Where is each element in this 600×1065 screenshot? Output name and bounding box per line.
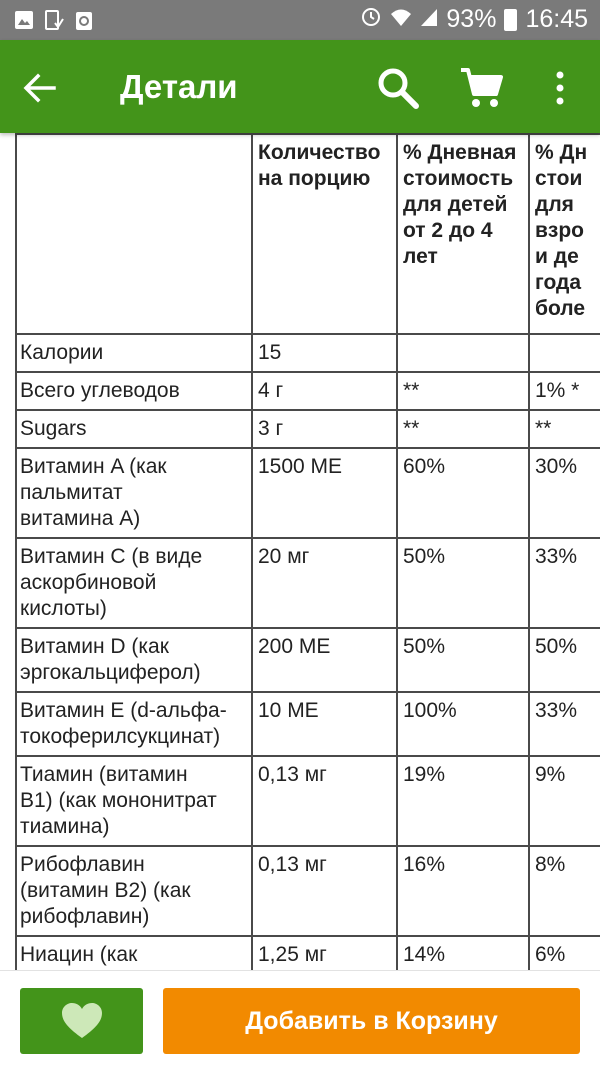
table-row [16,846,600,936]
amount-cell: 20 мг [252,538,397,628]
app-bar [0,40,600,133]
nutrient-name-cell [16,692,252,756]
table-row [16,628,600,692]
table-row [16,372,600,410]
add-to-cart-button[interactable]: Добавить в Корзину [163,988,580,1054]
nutrient-name-line: кислоты) [20,597,107,620]
header-adults-daily-value-cell: % Дн стои для взро и де года боле [529,134,600,334]
nutrient-name-line: тиамина) [20,815,110,838]
nutrient-name-line: Ниацин (как [20,943,138,966]
nutrition-table-container[interactable] [0,133,600,970]
battery-percent: 93% [446,5,497,33]
adults-daily-value-cell: 1% * [529,372,600,410]
adults-daily-value-cell: 30% [529,448,600,538]
header-name-cell [16,134,252,334]
wifi-icon [390,5,412,34]
nutrient-name-line: Sugars [20,417,87,440]
nutrient-name-line: пальмитат [20,481,123,504]
kids-daily-value-cell: 50% [397,628,529,692]
nutrient-name-cell [16,372,252,410]
adults-daily-value-cell: 33% [529,538,600,628]
status-bar [0,0,600,40]
header-amount-cell: Количество на порцию [252,134,397,334]
amount-cell: 3 г [252,410,397,448]
nutrient-name-cell [16,538,252,628]
recycle-notification-icon [74,9,94,31]
nutrient-name-line: рибофлавин) [20,905,150,928]
kids-daily-value-cell: 100% [397,692,529,756]
table-header-row [16,134,600,334]
amount-cell: 10 МЕ [252,692,397,756]
signal-icon [420,5,438,34]
nutrient-name-cell [16,846,252,936]
table-row [16,756,600,846]
kids-daily-value-cell: 60% [397,448,529,538]
kids-daily-value-cell [397,334,529,372]
page-title: Детали [120,68,238,105]
adults-daily-value-cell: 6% [529,936,600,970]
adults-daily-value-cell: 8% [529,846,600,936]
battery-icon [504,9,517,31]
table-row [16,692,600,756]
nutrient-name-cell [16,756,252,846]
adults-daily-value-cell [529,334,600,372]
nutrient-name-line: Витамин C (в виде [20,545,203,568]
table-row [16,936,600,970]
adults-daily-value-cell: ** [529,410,600,448]
nutrient-name-line: Тиамин (витамин [20,763,188,786]
nutrient-name-line: Калории [20,341,104,364]
table-row [16,410,600,448]
clock: 16:45 [525,5,588,33]
heart-icon [60,1002,104,1040]
table-row [16,334,600,372]
adults-daily-value-cell: 50% [529,628,600,692]
kids-daily-value-cell: ** [397,372,529,410]
search-icon[interactable] [374,64,422,112]
adults-daily-value-cell: 9% [529,756,600,846]
kids-daily-value-cell: 50% [397,538,529,628]
favorite-button[interactable] [20,988,143,1054]
amount-cell: 0,13 мг [252,846,397,936]
nutrient-name-line: Витамин D (как [20,635,169,658]
nutrition-table [15,133,600,970]
nutrient-name-line: Рибофлавин [20,853,145,876]
more-options-icon[interactable] [545,66,575,110]
nutrient-name-cell [16,334,252,372]
amount-cell: 4 г [252,372,397,410]
amount-cell: 15 [252,334,397,372]
kids-daily-value-cell: 16% [397,846,529,936]
back-icon[interactable] [18,66,62,110]
kids-daily-value-cell: ** [397,410,529,448]
nutrient-name-line: эргокальциферол) [20,661,201,684]
header-kids-daily-value-cell: % Дневная стоимость для детей от 2 до 4 лет [397,134,529,334]
table-row [16,448,600,538]
table-body [16,334,600,970]
amount-cell: 0,13 мг [252,756,397,846]
nutrient-name-line: Всего углеводов [20,379,180,402]
kids-daily-value-cell: 14% [397,936,529,970]
nutrient-name-line: Витамин E (d-альфа- [20,699,227,722]
device-notification-icon [44,9,64,31]
cart-icon[interactable] [458,64,506,112]
table-row [16,538,600,628]
amount-cell: 200 МЕ [252,628,397,692]
amount-cell: 1,25 мг [252,936,397,970]
nutrient-name-line: Витамин A (как [20,455,167,478]
alarm-icon [360,5,382,34]
nutrient-name-cell [16,628,252,692]
nutrient-name-line: витамина A) [20,507,141,530]
nutrient-name-line: аскорбиновой [20,571,157,594]
gallery-notification-icon [14,9,34,31]
nutrient-name-cell [16,410,252,448]
kids-daily-value-cell: 19% [397,756,529,846]
amount-cell: 1500 МЕ [252,448,397,538]
adults-daily-value-cell: 33% [529,692,600,756]
nutrient-name-cell [16,448,252,538]
nutrient-name-line: B1) (как мононитрат [20,789,217,812]
nutrient-name-cell [16,936,252,970]
nutrient-name-line: (витамин B2) (как [20,879,191,902]
nutrient-name-line: токоферилсукцинат) [20,725,221,748]
bottom-action-bar [0,970,600,1065]
